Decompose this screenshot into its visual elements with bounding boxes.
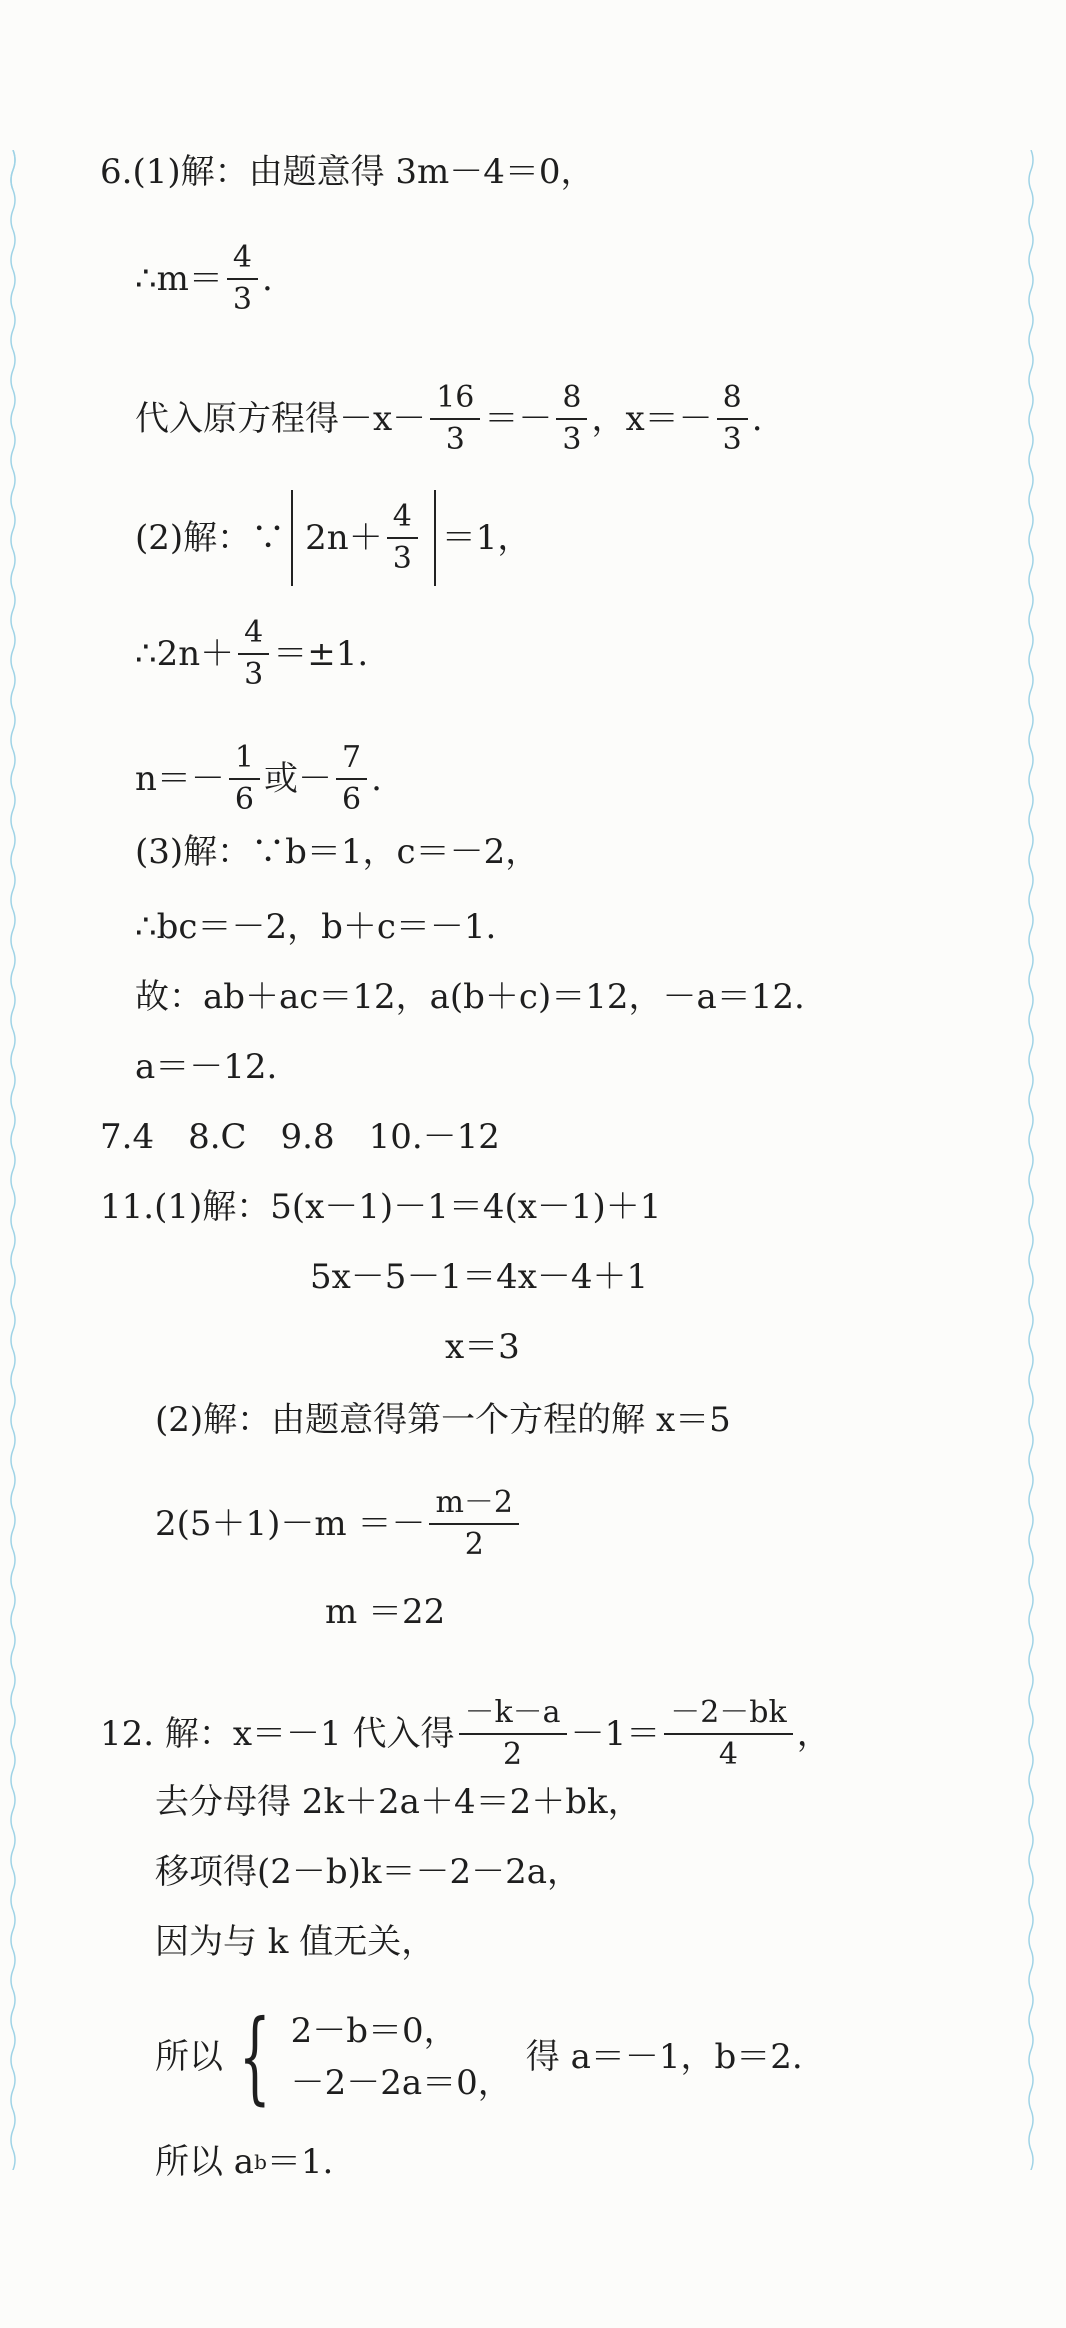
fraction <box>387 499 418 577</box>
text: ，x＝－ <box>591 399 713 439</box>
q11-line-1: 11.(1)解：5(x－1)－1＝4(x－1)＋1 <box>100 1187 662 1227</box>
q7-10-answers: 7.4 8.C 9.8 10.－12 <box>100 1117 500 1157</box>
text: 得 a＝－1，b＝2. <box>525 2037 803 2077</box>
q11-line-3: x＝3 <box>445 1327 520 1367</box>
denominator: 6 <box>342 782 362 817</box>
denominator: 4 <box>718 1737 738 1772</box>
q6-line-7: (3)解：∵b＝1，c＝－2， <box>135 832 540 872</box>
equation: －2－2a＝0， <box>290 2063 512 2103</box>
text: 12. 解：x＝－1 代入得 <box>100 1714 455 1754</box>
q11-line-5 <box>155 1485 523 1563</box>
q6-line-4 <box>135 490 531 586</box>
fraction <box>556 380 587 458</box>
denominator: 2 <box>502 1737 523 1772</box>
q6-line-5 <box>135 615 368 693</box>
q6-line-10: a＝－12. <box>135 1047 278 1087</box>
text: . <box>371 759 382 799</box>
denominator: 3 <box>392 541 412 576</box>
numerator: 16 <box>430 380 480 420</box>
text: 或－ <box>264 759 332 799</box>
denominator: 3 <box>232 282 252 317</box>
denominator: 3 <box>722 422 742 457</box>
denominator: 2 <box>464 1527 484 1562</box>
numerator: 4 <box>227 240 258 280</box>
left-brace: { <box>238 1998 271 2115</box>
text: 2(5＋1)－m ＝－ <box>155 1504 426 1544</box>
text: 代入原方程得－x－ <box>135 399 427 439</box>
fraction <box>238 615 269 693</box>
text: 所以 <box>155 2037 223 2077</box>
fraction <box>717 380 748 458</box>
text: ， <box>796 1714 831 1754</box>
q12-line-6 <box>155 2140 333 2184</box>
fraction <box>429 1485 519 1563</box>
q6-line-9: 故：ab＋ac＝12，a(b＋c)＝12，－a＝12. <box>135 977 805 1017</box>
absolute-value <box>291 490 436 586</box>
text: ＝－ <box>484 399 553 439</box>
numerator: m－2 <box>429 1485 519 1525</box>
fraction <box>336 740 367 818</box>
numerator: 4 <box>238 615 269 655</box>
q11-line-4: (2)解：由题意得第一个方程的解 x＝5 <box>155 1400 731 1440</box>
q11-line-6: m ＝22 <box>325 1592 446 1632</box>
text: 所以 a <box>155 2142 255 2182</box>
exponent: b <box>254 2150 267 2174</box>
text: ＝1， <box>441 518 532 558</box>
numerator: 8 <box>717 380 748 420</box>
q6-line-6 <box>135 740 382 818</box>
text: n＝－ <box>135 759 225 799</box>
numerator: 8 <box>556 380 587 420</box>
text: (2)解：∵ <box>135 518 286 558</box>
q6-line-3 <box>135 380 763 458</box>
text: ∴2n＋ <box>135 634 235 674</box>
numerator: －k－a <box>459 1695 567 1735</box>
q6-line-1: 6.(1)解：由题意得 3m－4＝0， <box>100 152 595 192</box>
fraction <box>459 1695 567 1773</box>
q12-line-2: 去分母得 2k＋2a＋4＝2＋bk， <box>155 1782 642 1822</box>
numerator: 7 <box>336 740 367 780</box>
q12-line-5 <box>155 1998 803 2115</box>
text: . <box>261 259 273 299</box>
q6-line-8: ∴bc＝－2，b＋c＝－1. <box>135 907 497 947</box>
left-wavy-border <box>8 150 18 2170</box>
equation: 2－b＝0， <box>290 2011 458 2051</box>
right-wavy-border <box>1026 150 1036 2170</box>
fraction <box>430 380 480 458</box>
text: 2n＋ <box>305 518 383 558</box>
numerator: －2－bk <box>664 1695 792 1735</box>
denominator: 3 <box>445 422 465 457</box>
text: －1＝ <box>570 1714 661 1754</box>
numerator: 1 <box>229 740 260 780</box>
q12-line-4: 因为与 k 值无关， <box>155 1922 436 1962</box>
denominator: 3 <box>244 657 264 692</box>
numerator: 4 <box>387 499 418 539</box>
fraction <box>227 240 258 318</box>
q12-line-1 <box>100 1695 831 1773</box>
denominator: 3 <box>562 422 582 457</box>
fraction <box>664 1695 792 1773</box>
q6-line-2 <box>135 240 273 318</box>
q12-line-3: 移项得(2－b)k＝－2－2a， <box>155 1852 582 1892</box>
q11-line-2: 5x－5－1＝4x－4＋1 <box>310 1257 649 1297</box>
equation-system <box>291 2005 512 2109</box>
text: ＝±1. <box>273 634 369 674</box>
text: ∴m＝ <box>135 259 223 299</box>
text: ＝1. <box>266 2142 334 2182</box>
fraction <box>229 740 260 818</box>
denominator: 6 <box>234 782 254 817</box>
text: . <box>751 399 763 439</box>
